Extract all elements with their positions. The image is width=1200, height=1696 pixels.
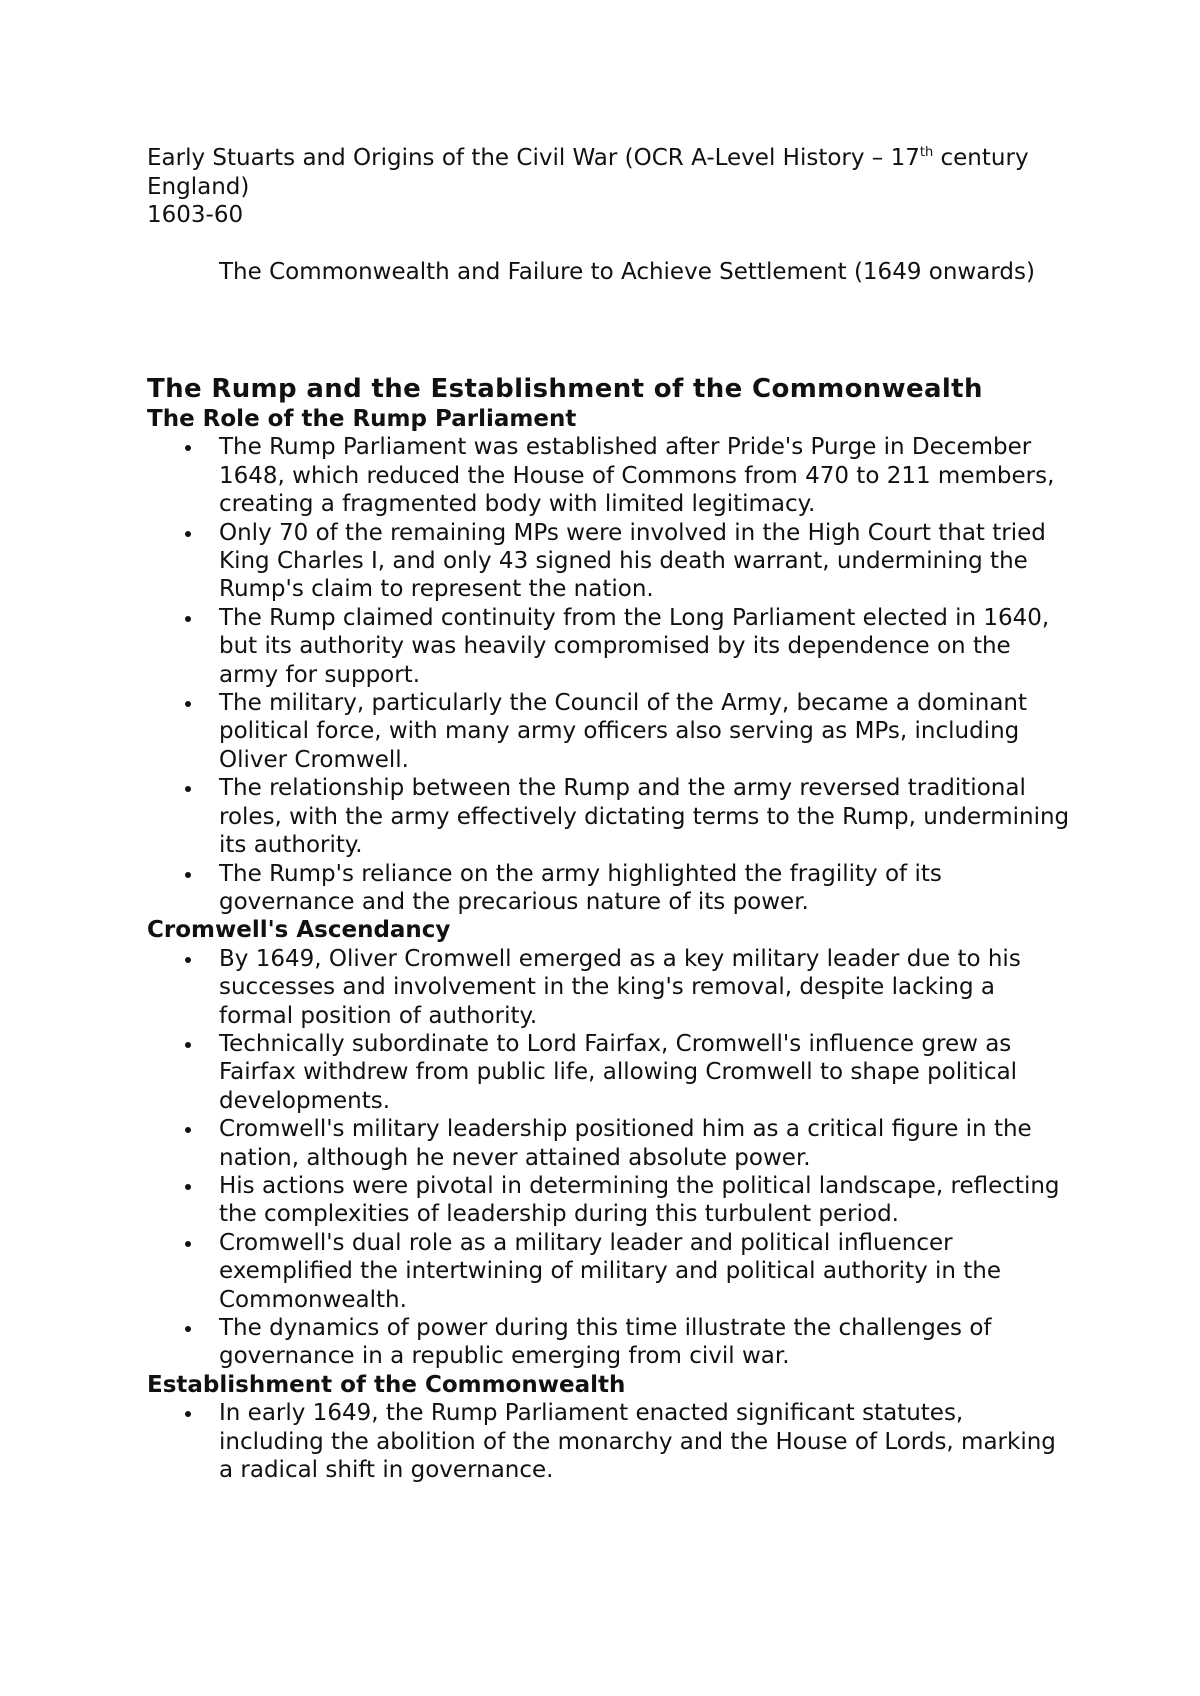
bullet-icon (185, 957, 191, 963)
bullet-icon (185, 1411, 191, 1417)
bullet-icon (185, 1326, 191, 1332)
bullet-item (147, 1030, 1072, 1115)
bullet-item (147, 604, 1072, 689)
section-rump-parliament (147, 405, 1072, 916)
bullet-text: The dynamics of power during this time illustrate the challenges of governance in a republic emerging from civil war. (219, 1315, 992, 1370)
bullet-item (147, 945, 1072, 1030)
bullet-icon (185, 1042, 191, 1048)
bullet-text: The Rump claimed continuity from the Long Parliament elected in 1640, but its authority was heavily compromised by its dependence on the army for support. (219, 604, 1050, 688)
bullet-list (147, 945, 1072, 1371)
bullet-text: The relationship between the Rump and the army reversed traditional roles, with the army effectively dictating terms to the Rump, undermining its authority. (219, 775, 1070, 859)
main-heading: The Rump and the Establishment of the Commonwealth (147, 374, 983, 404)
bullet-item (147, 1314, 1072, 1371)
bullet-icon (185, 616, 191, 622)
section-heading: Establishment of the Commonwealth (147, 1371, 626, 1398)
bullet-icon (185, 701, 191, 707)
content-body (147, 405, 1072, 1484)
bullet-item (147, 1399, 1072, 1484)
bullet-item (147, 774, 1072, 859)
bullet-icon (185, 1184, 191, 1190)
bullet-icon (185, 445, 191, 451)
section-cromwells-ascendancy (147, 916, 1072, 1371)
bullet-icon (185, 872, 191, 878)
bullet-text: In early 1649, the Rump Parliament enacted significant statutes, including the abolition of the monarchy and the House of Lords, marking a radical shift in governance. (219, 1400, 1056, 1484)
bullet-text: Only 70 of the remaining MPs were involved in the High Court that tried King Charles I, and only 43 signed his death warrant, undermining the Rump's claim to represent the nation. (219, 519, 1046, 603)
bullet-icon (185, 1127, 191, 1133)
bullet-item (147, 860, 1072, 917)
bullet-text: By 1649, Oliver Cromwell emerged as a key military leader due to his successes and involvement in the king's removal, despite lacking a formal position of authority. (219, 945, 1021, 1029)
title-part-1: Early Stuarts and Origins of the Civil War (OCR A-Level History – 17 (147, 145, 920, 171)
bullet-item (147, 1229, 1072, 1314)
document-years: 1603-60 (147, 202, 244, 228)
bullet-text: His actions were pivotal in determining the political landscape, reflecting the complexities of leadership during this turbulent period. (219, 1172, 1060, 1228)
bullet-item (147, 1172, 1072, 1229)
bullet-text: The Rump Parliament was established after Pride's Purge in December 1648, which reduced the House of Commons from 470 to 211 members, creating a fragmented body with limited legitimacy. (219, 434, 1055, 518)
document-header (147, 144, 1067, 230)
bullet-text: The military, particularly the Council of the Army, became a dominant political force, with many army officers also serving as MPs, including Oliver Cromwell. (219, 690, 1028, 773)
bullet-list (147, 1399, 1072, 1484)
bullet-text: Technically subordinate to Lord Fairfax, Cromwell's influence grew as Fairfax withdrew from public life, allowing Cromwell to shape political developments. (219, 1030, 1018, 1114)
bullet-icon (185, 1241, 191, 1247)
bullet-item (147, 1115, 1072, 1172)
bullet-list (147, 433, 1072, 916)
section-establishment-commonwealth (147, 1371, 1072, 1485)
document-title (147, 144, 1067, 201)
bullet-item (147, 433, 1072, 518)
bullet-text: The Rump's reliance on the army highlighted the fragility of its governance and the precarious nature of its power. (219, 860, 942, 915)
title-part-2: century England) (147, 145, 1029, 200)
bullet-text: Cromwell's military leadership positioned him as a critical figure in the nation, although he never attained absolute power. (219, 1116, 1032, 1171)
bullet-icon (185, 531, 191, 537)
section-heading: Cromwell's Ascendancy (147, 917, 451, 944)
title-superscript: th (919, 145, 934, 160)
bullet-text: Cromwell's dual role as a military leader and political influencer exemplified the intertwining of military and political authority in the Commonwealth. (219, 1229, 1002, 1313)
document-subtitle: The Commonwealth and Failure to Achieve Settlement (1649 onwards) (219, 259, 1035, 285)
section-heading: The Role of the Rump Parliament (147, 406, 577, 432)
bullet-item (147, 689, 1072, 774)
bullet-item (147, 519, 1072, 604)
bullet-icon (185, 786, 191, 792)
